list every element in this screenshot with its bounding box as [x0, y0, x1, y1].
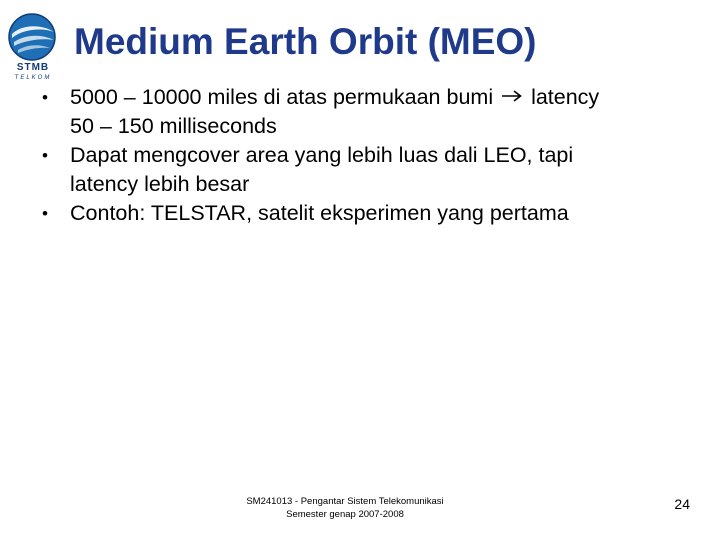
page-number: 24 — [674, 496, 690, 512]
footer — [220, 495, 470, 521]
bullet-text-continuation: latency lebih besar — [70, 172, 250, 196]
bullet-dot: • — [42, 88, 48, 107]
logo-subtext: TELKOM — [14, 75, 52, 80]
slide-title: Medium Earth Orbit (MEO) — [74, 21, 537, 62]
logo-graphic — [4, 12, 62, 80]
bullet-text: Dapat mengcover area yang lebih luas dali LEO, tapi — [70, 143, 574, 167]
right-arrow-icon — [501, 89, 523, 103]
footer-semester: Semester genap 2007-2008 — [286, 509, 404, 520]
bullet-list — [40, 83, 680, 228]
logo-text: STMB — [16, 62, 50, 73]
bullet-text: latency — [531, 85, 600, 109]
bullet-item — [40, 141, 680, 199]
bullet-dot: • — [42, 204, 48, 223]
bullet-item — [40, 83, 680, 141]
bullet-item — [40, 199, 680, 228]
bullet-text: 5000 – 10000 miles di atas permukaan bumi — [70, 85, 494, 109]
bullet-text-continuation: 50 – 150 milliseconds — [70, 114, 277, 138]
bullet-text: Contoh: TELSTAR, satelit eksperimen yang pertama — [70, 201, 569, 225]
footer-course: SM241013 - Pengantar Sistem Telekomunikasi — [246, 496, 444, 507]
stmb-telkom-logo — [4, 12, 62, 80]
bullet-dot: • — [42, 146, 48, 165]
